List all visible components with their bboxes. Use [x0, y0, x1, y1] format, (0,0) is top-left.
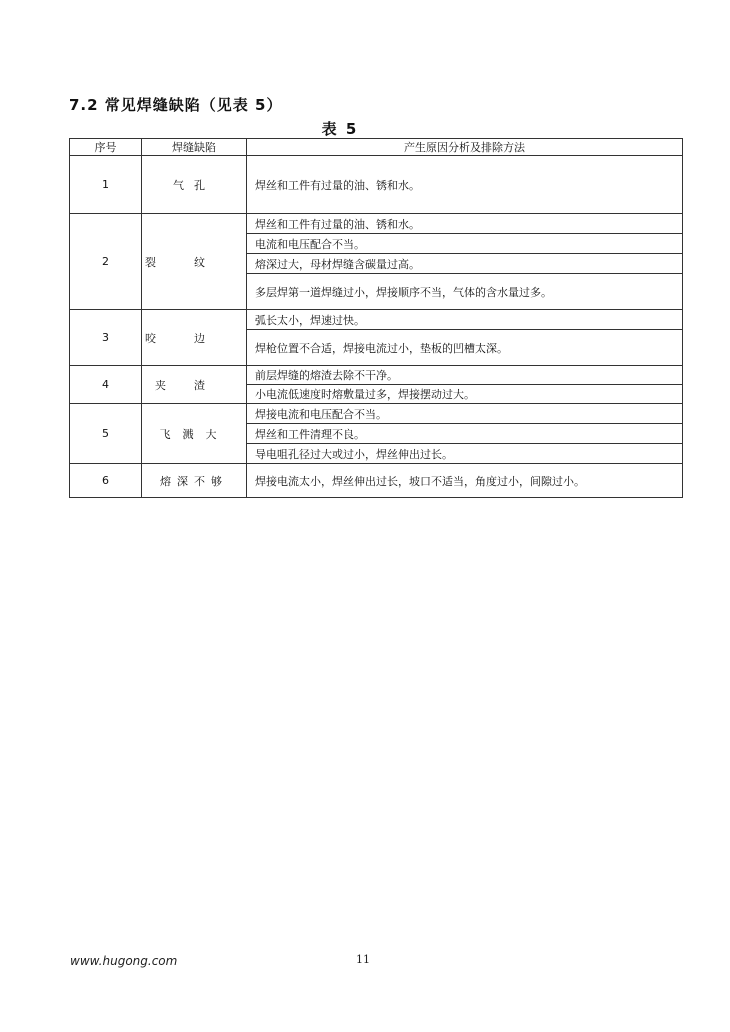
cause-cell: 焊丝和工件清理不良。	[247, 424, 683, 444]
table-row	[70, 366, 683, 385]
defect-cell	[142, 310, 247, 366]
table-row	[70, 310, 683, 330]
row-number: 1	[70, 156, 142, 214]
table-row	[70, 214, 683, 234]
cause-cell: 导电咀孔径过大或过小，焊丝伸出过长。	[247, 444, 683, 464]
row-number: 5	[70, 404, 142, 464]
row-number: 4	[70, 366, 142, 404]
table-caption: 表 5	[321, 120, 359, 138]
row-number: 2	[70, 214, 142, 310]
section-heading: 7.2 常见焊缝缺陷（见表 5）	[69, 96, 283, 114]
cause-cell: 焊丝和工件有过量的油、锈和水。	[247, 214, 683, 234]
table-row	[70, 404, 683, 424]
header-defect: 焊缝缺陷	[142, 139, 247, 156]
defect-cell	[142, 464, 247, 498]
row-number: 3	[70, 310, 142, 366]
cause-cell: 熔深过大，母材焊缝含碳量过高。	[247, 254, 683, 274]
cause-cell: 焊接电流太小，焊丝伸出过长，坡口不适当，角度过小，间隙过小。	[247, 464, 683, 498]
cause-cell: 弧长太小，焊速过快。	[247, 310, 683, 330]
cause-cell: 小电流低速度时熔敷量过多，焊接摆动过大。	[247, 385, 683, 404]
defect-name: 夹渣	[155, 378, 233, 392]
defect-name: 裂纹	[145, 255, 243, 269]
defect-cell	[142, 214, 247, 310]
defect-name: 咬边	[145, 331, 243, 345]
defect-table	[69, 138, 683, 498]
page-number: 11	[356, 953, 370, 966]
defect-name: 熔深不够	[160, 474, 228, 488]
defect-cell	[142, 366, 247, 404]
defect-name: 气孔	[173, 178, 215, 192]
cause-cell: 焊枪位置不合适，焊接电流过小，垫板的凹槽太深。	[247, 330, 683, 366]
defect-cell	[142, 156, 247, 214]
cause-cell: 焊丝和工件有过量的油、锈和水。	[247, 156, 683, 214]
table-row	[70, 156, 683, 214]
header-cause: 产生原因分析及排除方法	[247, 139, 683, 156]
table-header-row	[70, 139, 683, 156]
cause-cell: 电流和电压配合不当。	[247, 234, 683, 254]
cause-cell: 焊接电流和电压配合不当。	[247, 404, 683, 424]
defect-name: 飞溅大	[159, 427, 229, 441]
footer-website: www.hugong.com	[70, 954, 178, 968]
header-no: 序号	[70, 139, 142, 156]
table-row	[70, 464, 683, 498]
cause-cell: 前层焊缝的熔渣去除不干净。	[247, 366, 683, 385]
defect-cell	[142, 404, 247, 464]
cause-cell: 多层焊第一道焊缝过小，焊接顺序不当，气体的含水量过多。	[247, 274, 683, 310]
row-number: 6	[70, 464, 142, 498]
